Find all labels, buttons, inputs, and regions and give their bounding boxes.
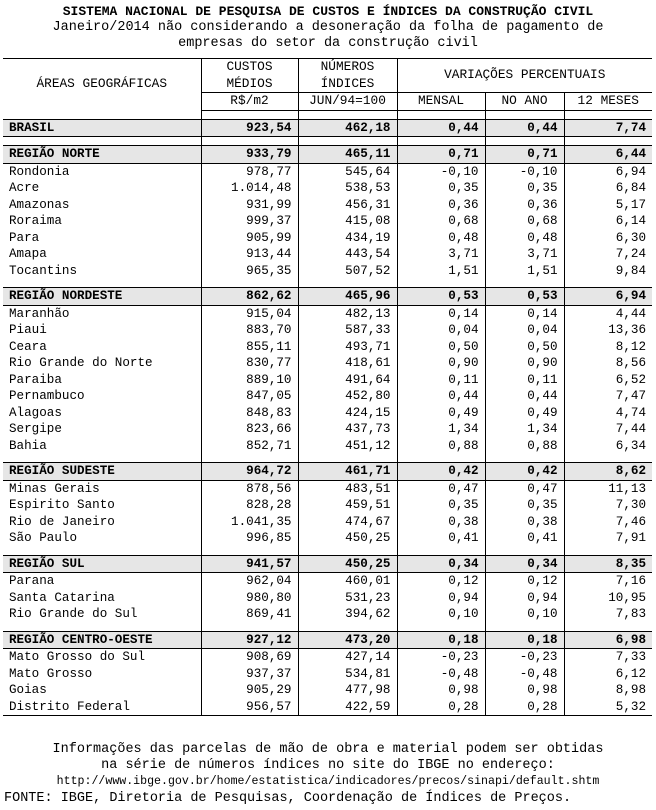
region-row [3,463,652,481]
value-custo: 933,79 [201,146,298,164]
table-row [3,590,652,607]
value-mensal: 0,68 [397,213,485,230]
header-numeros-unit: JUN/94=100 [298,93,397,111]
value-doze: 7,83 [564,606,652,623]
table-row [3,497,652,514]
value-doze: 6,94 [564,163,652,180]
footer-note-cont: na série de números índices no site do IBGE no endereço: [101,758,555,773]
value-ano: 0,38 [485,514,564,531]
value-mensal: 0,35 [397,497,485,514]
area-name: Pernambuco [9,389,85,403]
table-row [3,197,652,214]
value-doze: 7,44 [564,421,652,438]
header-numeros-1: NÚMEROS [298,59,397,76]
value-ano: 0,90 [485,355,564,372]
value-doze: 6,94 [564,288,652,306]
value-ano: -0,10 [485,163,564,180]
value-doze: 6,84 [564,180,652,197]
value-indice: 493,71 [298,339,397,356]
header-no-ano: NO ANO [485,93,564,111]
brasil-row [3,119,652,137]
document-title: SISTEMA NACIONAL DE PESQUISA DE CUSTOS E ÍNDICES DA CONSTRUÇÃO CIVIL [62,4,594,19]
header-12-meses: 12 MESES [564,93,652,111]
area-name: Santa Catarina [9,590,115,605]
value-custo: 878,56 [201,480,298,497]
value-doze: 8,98 [564,682,652,699]
value-indice: 531,23 [298,590,397,607]
value-custo: 908,69 [201,649,298,666]
value-indice: 465,96 [298,288,397,306]
value-indice: 462,18 [298,119,397,137]
area-name: REGIÃO NORTE [3,146,201,164]
value-indice: 474,67 [298,514,397,531]
value-doze: 7,24 [564,246,652,263]
value-mensal: 0,50 [397,339,485,356]
area-name: REGIÃO SUL [3,555,201,573]
value-ano: -0,23 [485,649,564,666]
value-custo: 862,62 [201,288,298,306]
value-ano: 0,41 [485,530,564,547]
table-row [3,530,652,547]
table-row [3,322,652,339]
value-mensal: 0,38 [397,514,485,531]
value-doze: 4,44 [564,305,652,322]
area-name: Rio Grande do Sul [9,607,138,621]
value-ano: 1,51 [485,263,564,280]
footer-source: FONTE: IBGE, Diretoria de Pesquisas, Coordenação de Índices de Preços. [4,791,572,806]
value-doze: 6,14 [564,213,652,230]
value-ano: 0,11 [485,372,564,389]
value-mensal: 0,18 [397,631,485,649]
value-mensal: 1,34 [397,421,485,438]
value-mensal: 0,11 [397,372,485,389]
region-row [3,288,652,306]
value-custo: 962,04 [201,573,298,590]
value-ano: 0,12 [485,573,564,590]
value-custo: 996,85 [201,530,298,547]
footer-note: Informações das parcelas de mão de obra e material podem ser obtidas [52,742,604,757]
value-indice: 418,61 [298,355,397,372]
area-name: REGIÃO SUDESTE [3,463,201,481]
value-ano: 0,34 [485,555,564,573]
value-custo: 883,70 [201,322,298,339]
value-mensal: 0,04 [397,322,485,339]
value-mensal: 0,35 [397,180,485,197]
value-mensal: -0,48 [397,666,485,683]
value-custo: 1.014,48 [201,180,298,197]
area-name: REGIÃO NORDESTE [3,288,201,306]
document-subtitle-cont: empresas do setor da construção civil [178,36,478,51]
value-ano: 0,18 [485,631,564,649]
value-ano: 0,36 [485,197,564,214]
value-mensal: 0,71 [397,146,485,164]
header-mensal: MENSAL [397,93,485,111]
value-indice: 450,25 [298,555,397,573]
value-indice: 477,98 [298,682,397,699]
area-name: Rio Grande do Norte [9,356,153,370]
area-name: Roraima [9,214,62,228]
value-indice: 473,20 [298,631,397,649]
value-indice: 450,25 [298,530,397,547]
value-mensal: 0,28 [397,699,485,716]
value-indice: 394,62 [298,606,397,623]
value-ano: 0,04 [485,322,564,339]
value-doze: 6,98 [564,631,652,649]
table-row [3,666,652,683]
area-name: Mato Grosso [9,666,93,681]
area-name: Sergipe [9,422,62,436]
value-indice: 461,71 [298,463,397,481]
value-doze: 4,74 [564,405,652,422]
value-doze: 6,12 [564,666,652,683]
value-doze: 7,74 [564,119,652,137]
value-ano: 0,10 [485,606,564,623]
cost-index-table [3,58,652,716]
value-mensal: 0,14 [397,305,485,322]
value-doze: 8,12 [564,339,652,356]
value-ano: 0,94 [485,590,564,607]
value-doze: 8,56 [564,355,652,372]
value-custo: 848,83 [201,405,298,422]
region-row [3,631,652,649]
table-row [3,246,652,263]
area-name: Minas Gerais [9,481,100,496]
value-custo: 869,41 [201,606,298,623]
value-doze: 6,30 [564,230,652,247]
value-mensal: 0,44 [397,388,485,405]
area-name: Piaui [9,323,47,337]
header-variacoes: VARIAÇÕES PERCENTUAIS [397,59,652,93]
header-areas: ÁREAS GEOGRÁFICAS [3,59,201,111]
value-mensal: 0,44 [397,119,485,137]
value-doze: 6,52 [564,372,652,389]
value-custo: 965,35 [201,263,298,280]
value-indice: 459,51 [298,497,397,514]
table-row [3,438,652,455]
value-custo: 1.041,35 [201,514,298,531]
value-custo: 941,57 [201,555,298,573]
value-indice: 587,33 [298,322,397,339]
table-row [3,699,652,716]
table-row [3,230,652,247]
header-custos-2: MÉDIOS [201,76,298,93]
value-custo: 964,72 [201,463,298,481]
value-doze: 9,84 [564,263,652,280]
table-row [3,606,652,623]
area-name: Bahia [9,438,47,453]
table-row [3,480,652,497]
area-name: Mato Grosso do Sul [9,650,146,664]
value-ano: 1,34 [485,421,564,438]
value-ano: -0,48 [485,666,564,683]
value-custo: 889,10 [201,372,298,389]
region-row [3,146,652,164]
value-indice: 424,15 [298,405,397,422]
area-name: Maranhão [9,306,70,321]
value-custo: 823,66 [201,421,298,438]
value-indice: 415,08 [298,213,397,230]
value-indice: 437,73 [298,421,397,438]
value-doze: 7,91 [564,530,652,547]
value-ano: 0,53 [485,288,564,306]
value-custo: 905,99 [201,230,298,247]
value-mensal: 0,10 [397,606,485,623]
value-doze: 5,32 [564,699,652,716]
area-name: Ceara [9,339,47,354]
value-indice: 483,51 [298,480,397,497]
value-indice: 538,53 [298,180,397,197]
table-row [3,213,652,230]
value-custo: 828,28 [201,497,298,514]
value-doze: 6,44 [564,146,652,164]
value-indice: 427,14 [298,649,397,666]
value-indice: 434,19 [298,230,397,247]
area-name: Espirito Santo [9,498,115,512]
value-ano: 0,71 [485,146,564,164]
area-name: Amazonas [9,197,70,212]
value-ano: 0,44 [485,119,564,137]
value-ano: 0,44 [485,388,564,405]
value-doze: 8,35 [564,555,652,573]
value-indice: 465,11 [298,146,397,164]
value-ano: 0,14 [485,305,564,322]
footer [0,742,656,808]
value-custo: 978,77 [201,163,298,180]
value-doze: 7,47 [564,388,652,405]
value-custo: 847,05 [201,388,298,405]
value-ano: 0,42 [485,463,564,481]
value-doze: 10,95 [564,590,652,607]
area-name: Distrito Federal [3,699,201,716]
table-row [3,263,652,280]
value-doze: 6,34 [564,438,652,455]
value-custo: 956,57 [201,699,298,716]
table-row [3,388,652,405]
value-mensal: 0,41 [397,530,485,547]
value-custo: 852,71 [201,438,298,455]
value-indice: 456,31 [298,197,397,214]
value-mensal: 0,48 [397,230,485,247]
value-indice: 491,64 [298,372,397,389]
value-ano: 0,49 [485,405,564,422]
table-row [3,305,652,322]
value-doze: 5,17 [564,197,652,214]
region-row [3,555,652,573]
value-mensal: 1,51 [397,263,485,280]
value-doze: 7,33 [564,649,652,666]
area-name: São Paulo [9,531,78,545]
value-mensal: 0,47 [397,480,485,497]
value-doze: 13,36 [564,322,652,339]
value-mensal: 0,49 [397,405,485,422]
value-doze: 7,46 [564,514,652,531]
value-ano: 0,68 [485,213,564,230]
value-custo: 980,80 [201,590,298,607]
value-indice: 460,01 [298,573,397,590]
value-indice: 507,52 [298,263,397,280]
area-name: Paraiba [9,372,62,387]
value-ano: 0,88 [485,438,564,455]
value-doze: 7,30 [564,497,652,514]
area-name: Parana [9,574,55,588]
value-indice: 534,81 [298,666,397,683]
table-row [3,180,652,197]
value-custo: 830,77 [201,355,298,372]
value-indice: 545,64 [298,163,397,180]
table-row [3,573,652,590]
document-subtitle: Janeiro/2014 não considerando a desoneração da folha de pagamento de [52,20,604,35]
area-name: Tocantins [9,263,78,278]
value-ano: 3,71 [485,246,564,263]
value-mensal: 0,88 [397,438,485,455]
area-name: Para [9,230,40,245]
value-custo: 905,29 [201,682,298,699]
area-name: Rio de Janeiro [9,514,115,529]
value-doze: 8,62 [564,463,652,481]
value-mensal: -0,23 [397,649,485,666]
value-custo: 923,54 [201,119,298,137]
area-name: Rondonia [9,164,70,179]
table-row [3,372,652,389]
value-custo: 999,37 [201,213,298,230]
area-name: Alagoas [9,405,62,420]
value-custo: 913,44 [201,246,298,263]
value-mensal: 0,53 [397,288,485,306]
value-ano: 0,98 [485,682,564,699]
table-row [3,163,652,180]
area-name: Goias [9,683,47,697]
value-custo: 927,12 [201,631,298,649]
value-ano: 0,50 [485,339,564,356]
value-indice: 482,13 [298,305,397,322]
table-row [3,514,652,531]
value-ano: 0,28 [485,699,564,716]
value-indice: 451,12 [298,438,397,455]
value-indice: 452,80 [298,388,397,405]
value-ano: 0,35 [485,497,564,514]
footer-url[interactable]: http://www.ibge.gov.br/home/estatistica/indicadores/precos/sinapi/default.shtm [56,775,600,788]
value-mensal: 0,90 [397,355,485,372]
value-ano: 0,48 [485,230,564,247]
area-name: REGIÃO CENTRO-OESTE [3,631,201,649]
value-mensal: -0,10 [397,163,485,180]
value-custo: 855,11 [201,339,298,356]
value-custo: 931,99 [201,197,298,214]
value-mensal: 0,34 [397,555,485,573]
value-custo: 937,37 [201,666,298,683]
table-row [3,421,652,438]
value-mensal: 0,12 [397,573,485,590]
area-name: Amapa [9,247,47,261]
area-name: BRASIL [3,119,201,137]
value-ano: 0,35 [485,180,564,197]
value-ano: 0,47 [485,480,564,497]
table-row [3,355,652,372]
table-row [3,405,652,422]
value-doze: 11,13 [564,480,652,497]
area-name: Acre [9,181,40,195]
value-mensal: 0,36 [397,197,485,214]
value-doze: 7,16 [564,573,652,590]
value-indice: 422,59 [298,699,397,716]
table-row [3,339,652,356]
header-custos-unit: R$/m2 [201,93,298,111]
value-mensal: 0,42 [397,463,485,481]
header-custos-1: CUSTOS [201,59,298,76]
value-mensal: 0,98 [397,682,485,699]
value-indice: 443,54 [298,246,397,263]
table-row [3,682,652,699]
value-custo: 915,04 [201,305,298,322]
header-numeros-2: ÍNDICES [298,76,397,93]
value-mensal: 3,71 [397,246,485,263]
value-mensal: 0,94 [397,590,485,607]
table-row [3,649,652,666]
